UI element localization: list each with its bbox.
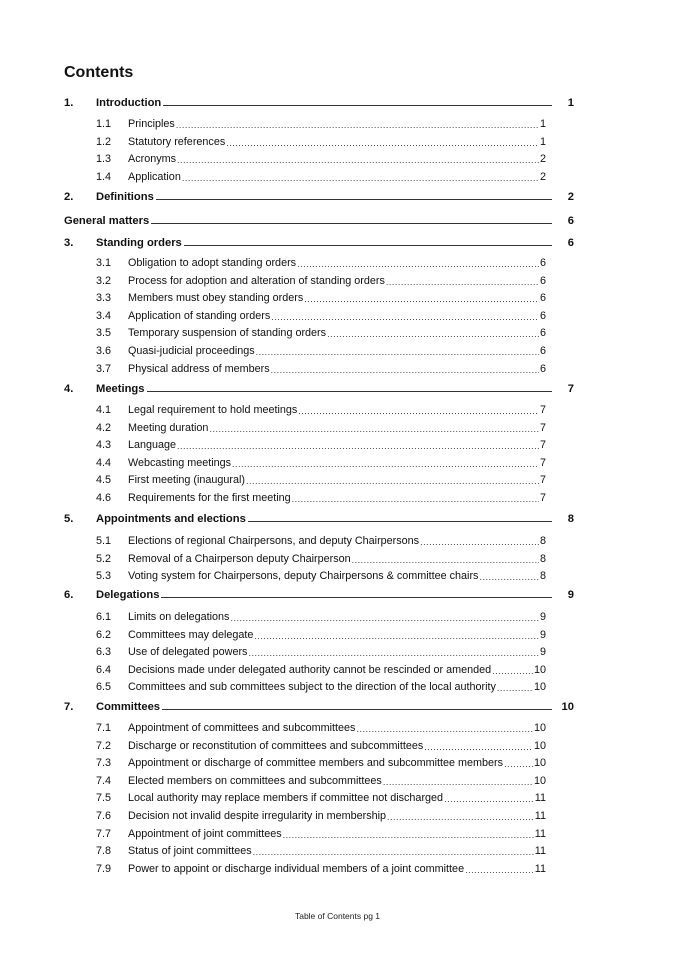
entry-number: 4.3 — [96, 439, 112, 452]
entry-number: 3.2 — [96, 274, 112, 287]
entry-title[interactable]: Application of standing orders — [128, 309, 271, 322]
leader-line — [163, 105, 552, 106]
toc-entry-row[interactable] — [96, 753, 546, 769]
dot-leader — [383, 777, 533, 787]
section-page-number: 9 — [567, 589, 574, 601]
entry-title[interactable]: Legal requirement to hold meetings — [128, 404, 298, 416]
entry-page-number: 10 — [533, 722, 546, 734]
toc-entry-row[interactable] — [96, 288, 546, 304]
entry-number: 4.6 — [96, 492, 112, 504]
entry-title[interactable]: Meeting duration — [128, 421, 209, 434]
toc-entry-row[interactable] — [96, 488, 546, 504]
section-title[interactable]: Committees — [96, 701, 161, 713]
leader-line — [162, 709, 552, 710]
toc-entry-row[interactable] — [96, 736, 546, 752]
entry-number: 7.7 — [96, 827, 112, 840]
toc-entry-row[interactable] — [96, 359, 546, 375]
entry-number: 4.2 — [96, 421, 112, 434]
toc-section-row[interactable] — [64, 233, 574, 249]
section-title[interactable]: Definitions — [96, 191, 154, 203]
toc-entry-row[interactable] — [96, 400, 546, 416]
section-number: 5. — [64, 513, 74, 525]
entry-title[interactable]: Status of joint committees — [128, 845, 252, 858]
dot-leader — [420, 537, 539, 547]
section-number: 1. — [64, 97, 74, 109]
entry-number: 6.2 — [96, 628, 112, 641]
toc-section-row[interactable] — [64, 379, 574, 395]
dot-leader — [182, 173, 539, 183]
toc-entry-row[interactable] — [96, 167, 546, 183]
entry-title[interactable]: Physical address of members — [128, 362, 270, 375]
entry-title[interactable]: Limits on delegations — [128, 611, 230, 623]
entry-title[interactable]: Language — [128, 439, 177, 452]
dot-leader — [424, 742, 533, 752]
entry-number: 3.7 — [96, 362, 112, 375]
toc-section-row[interactable] — [64, 187, 574, 203]
entry-page-number: 11 — [534, 845, 546, 858]
entry-page-number: 10 — [533, 681, 546, 694]
entry-page-number: 1 — [539, 118, 546, 130]
entry-page-number: 8 — [539, 535, 546, 547]
entry-page-number: 7 — [539, 492, 546, 504]
entry-number: 6.3 — [96, 646, 112, 659]
entry-number: 3.1 — [96, 257, 112, 269]
entry-page-number: 11 — [534, 792, 546, 805]
toc-entry-row[interactable] — [96, 549, 546, 565]
section-title[interactable]: Appointments and elections — [96, 513, 246, 525]
entry-page-number: 6 — [539, 292, 546, 305]
entry-title[interactable]: Use of delegated powers — [128, 646, 248, 659]
entry-title[interactable]: Principles — [128, 118, 175, 130]
toc-entry-row[interactable] — [96, 788, 546, 804]
leader-line — [161, 597, 552, 598]
entry-page-number: 2 — [539, 153, 546, 166]
dot-leader — [327, 329, 539, 339]
section-number: 7. — [64, 701, 74, 713]
entry-title[interactable]: Decisions made under delegated authority cannot be rescinded or amended — [128, 663, 492, 676]
toc-section-row[interactable] — [64, 211, 574, 227]
dot-leader — [497, 683, 533, 693]
dot-leader — [177, 155, 539, 165]
toc-entry-row[interactable] — [96, 453, 546, 469]
entry-page-number: 7 — [539, 456, 546, 469]
entry-number: 5.2 — [96, 552, 112, 565]
dot-leader — [283, 830, 534, 840]
dot-leader — [492, 666, 533, 676]
leader-line — [147, 391, 553, 392]
dot-leader — [292, 494, 539, 504]
entry-number: 1.3 — [96, 153, 112, 166]
entry-page-number: 11 — [534, 810, 546, 822]
entry-number: 7.9 — [96, 862, 112, 875]
entry-title[interactable]: Power to appoint or discharge individual members of a joint committee — [128, 862, 465, 875]
entry-number: 7.3 — [96, 757, 112, 770]
section-page-number: 7 — [567, 383, 574, 395]
toc-entry-row[interactable] — [96, 625, 546, 641]
entry-title[interactable]: Obligation to adopt standing orders — [128, 257, 297, 269]
dot-leader — [256, 347, 539, 357]
entry-title[interactable]: Appointment of committees and subcommittees — [128, 722, 356, 734]
entry-title[interactable]: Statutory references — [128, 135, 226, 148]
section-number: 3. — [64, 237, 74, 249]
entry-page-number: 2 — [539, 170, 546, 183]
toc-entry-row[interactable] — [96, 566, 546, 582]
entry-number: 7.8 — [96, 845, 112, 858]
entry-page-number: 9 — [539, 646, 546, 659]
toc-entry-row[interactable] — [96, 271, 546, 287]
entry-title[interactable]: Appointment or discharge of committee members and subcommittee members — [128, 757, 504, 770]
entry-number: 1.4 — [96, 170, 112, 183]
toc-entry-row[interactable] — [96, 771, 546, 787]
dot-leader — [356, 724, 533, 734]
entry-page-number: 1 — [539, 135, 546, 148]
entry-number: 1.1 — [96, 118, 112, 130]
toc-entry-row[interactable] — [96, 824, 546, 840]
entry-title[interactable]: Voting system for Chairpersons, deputy Chairpersons & committee chairs — [128, 570, 479, 583]
dot-leader — [504, 759, 533, 769]
leader-line — [151, 223, 552, 224]
entry-page-number: 9 — [539, 628, 546, 641]
entry-number: 3.3 — [96, 292, 112, 305]
entry-title[interactable]: Acronyms — [128, 153, 176, 166]
toc-entry-row[interactable] — [96, 323, 546, 339]
entry-title[interactable]: Appointment of joint committees — [128, 827, 282, 840]
entry-page-number: 6 — [539, 345, 546, 357]
entry-number: 4.4 — [96, 456, 112, 469]
toc-entry-row[interactable] — [96, 341, 546, 357]
entry-page-number: 10 — [533, 757, 546, 770]
entry-page-number: 8 — [539, 552, 546, 565]
entry-page-number: 9 — [539, 611, 546, 623]
entry-page-number: 10 — [533, 663, 546, 676]
toc-entry-row[interactable] — [96, 253, 546, 269]
dot-leader — [253, 847, 534, 857]
toc-entry-row[interactable] — [96, 642, 546, 658]
entry-number: 7.4 — [96, 774, 112, 787]
entry-page-number: 7 — [539, 421, 546, 434]
dot-leader — [232, 459, 539, 469]
entry-page-number: 11 — [534, 862, 546, 875]
toc-entry-row[interactable] — [96, 418, 546, 434]
dot-leader — [479, 572, 539, 582]
section-title[interactable]: Standing orders — [96, 237, 182, 249]
entry-number: 7.1 — [96, 722, 112, 734]
entry-number: 6.4 — [96, 663, 112, 676]
dot-leader — [246, 476, 539, 486]
entry-number: 3.4 — [96, 309, 112, 322]
entry-number: 5.1 — [96, 535, 112, 547]
entry-page-number: 6 — [539, 327, 546, 340]
dot-leader — [352, 555, 539, 565]
section-number: 4. — [64, 383, 74, 395]
entry-title[interactable]: Local authority may replace members if committee not discharged — [128, 792, 444, 805]
entry-title[interactable]: Process for adoption and alteration of standing orders — [128, 274, 385, 287]
entry-title[interactable]: Application — [128, 170, 181, 183]
entry-title[interactable]: Requirements for the first meeting — [128, 492, 291, 504]
leader-line — [184, 245, 552, 246]
section-number: 6. — [64, 589, 74, 601]
toc-entry-row[interactable] — [96, 132, 546, 148]
toc-section-row[interactable] — [64, 93, 574, 109]
dot-leader — [177, 441, 539, 451]
entry-title[interactable]: Committees may delegate — [128, 628, 254, 641]
leader-line — [156, 199, 552, 200]
entry-page-number: 6 — [539, 274, 546, 287]
entry-title[interactable]: Removal of a Chairperson deputy Chairperson — [128, 552, 351, 565]
dot-leader — [226, 138, 539, 148]
toc-section-row[interactable] — [64, 697, 574, 713]
dot-leader — [387, 812, 534, 822]
entry-page-number: 6 — [539, 309, 546, 322]
entry-title[interactable]: Webcasting meetings — [128, 456, 232, 469]
toc-entry-row[interactable] — [96, 806, 546, 822]
section-page-number: 1 — [567, 97, 574, 109]
toc-entry-row[interactable] — [96, 607, 546, 623]
toc-section-row[interactable] — [64, 585, 574, 601]
section-page-number: 6 — [567, 237, 574, 249]
section-title[interactable]: General matters — [64, 215, 150, 227]
toc-entry-row[interactable] — [96, 531, 546, 547]
entry-title[interactable]: Decision not invalid despite irregularity in membership — [128, 810, 387, 822]
toc-entry-row[interactable] — [96, 841, 546, 857]
page-title: Contents — [64, 64, 134, 81]
entry-title[interactable]: Temporary suspension of standing orders — [128, 327, 327, 340]
section-number: 2. — [64, 191, 74, 203]
entry-page-number: 10 — [533, 774, 546, 787]
toc-entry-row[interactable] — [96, 677, 546, 693]
section-page-number: 10 — [561, 701, 574, 713]
dot-leader — [444, 794, 534, 804]
entry-number: 7.6 — [96, 810, 112, 822]
dot-leader — [271, 365, 539, 375]
toc-entry-row[interactable] — [96, 149, 546, 165]
entry-number: 3.6 — [96, 345, 112, 357]
entry-number: 7.5 — [96, 792, 112, 805]
toc-entry-row[interactable] — [96, 718, 546, 734]
entry-title[interactable]: Discharge or reconstitution of committees and subcommittees — [128, 739, 424, 752]
entry-page-number: 10 — [533, 739, 546, 752]
entry-number: 1.2 — [96, 135, 112, 148]
entry-number: 6.5 — [96, 681, 112, 694]
entry-title[interactable]: Members must obey standing orders — [128, 292, 304, 305]
toc-entry-row[interactable] — [96, 660, 546, 676]
entry-number: 3.5 — [96, 327, 112, 340]
dot-leader — [298, 406, 539, 416]
entry-page-number: 7 — [539, 439, 546, 452]
entry-page-number: 7 — [539, 474, 546, 487]
entry-page-number: 6 — [539, 257, 546, 269]
entry-number: 7.2 — [96, 739, 112, 752]
entry-page-number: 8 — [539, 570, 546, 583]
toc-entry-row[interactable] — [96, 470, 546, 486]
dot-leader — [297, 259, 539, 269]
section-title[interactable]: Meetings — [96, 383, 145, 395]
toc-entry-row[interactable] — [96, 306, 546, 322]
dot-leader — [209, 424, 539, 434]
dot-leader — [230, 613, 539, 623]
toc-entry-row[interactable] — [96, 114, 546, 130]
section-page-number: 2 — [567, 191, 574, 203]
section-page-number: 8 — [567, 513, 574, 525]
dot-leader — [304, 294, 539, 304]
page-footer: Table of Contents pg 1 — [294, 911, 381, 921]
entry-title[interactable]: Elections of regional Chairpersons, and deputy Chairpersons — [128, 535, 420, 547]
entry-page-number: 7 — [539, 404, 546, 416]
entry-title[interactable]: Committees and sub committees subject to the direction of the local authority — [128, 681, 496, 694]
entry-number: 5.3 — [96, 570, 112, 583]
entry-page-number: 11 — [534, 827, 546, 840]
entry-title[interactable]: Quasi-judicial proceedings — [128, 345, 255, 357]
entry-title[interactable]: Elected members on committees and subcommittees — [128, 774, 382, 787]
toc-entry-row[interactable] — [96, 435, 546, 451]
toc-section-row[interactable] — [64, 509, 574, 525]
dot-leader — [254, 631, 539, 641]
section-title[interactable]: Delegations — [96, 589, 160, 601]
dot-leader — [386, 277, 539, 287]
section-title[interactable]: Introduction — [96, 97, 162, 109]
entry-number: 4.1 — [96, 404, 112, 416]
dot-leader — [248, 648, 539, 658]
entry-title[interactable]: First meeting (inaugural) — [128, 474, 246, 487]
dot-leader — [176, 120, 539, 130]
dot-leader — [465, 865, 534, 875]
toc-entry-row[interactable] — [96, 859, 546, 875]
entry-number: 4.5 — [96, 474, 112, 487]
leader-line — [248, 521, 552, 522]
entry-number: 6.1 — [96, 611, 112, 623]
dot-leader — [271, 312, 539, 322]
section-page-number: 6 — [567, 215, 574, 227]
entry-page-number: 6 — [539, 362, 546, 375]
